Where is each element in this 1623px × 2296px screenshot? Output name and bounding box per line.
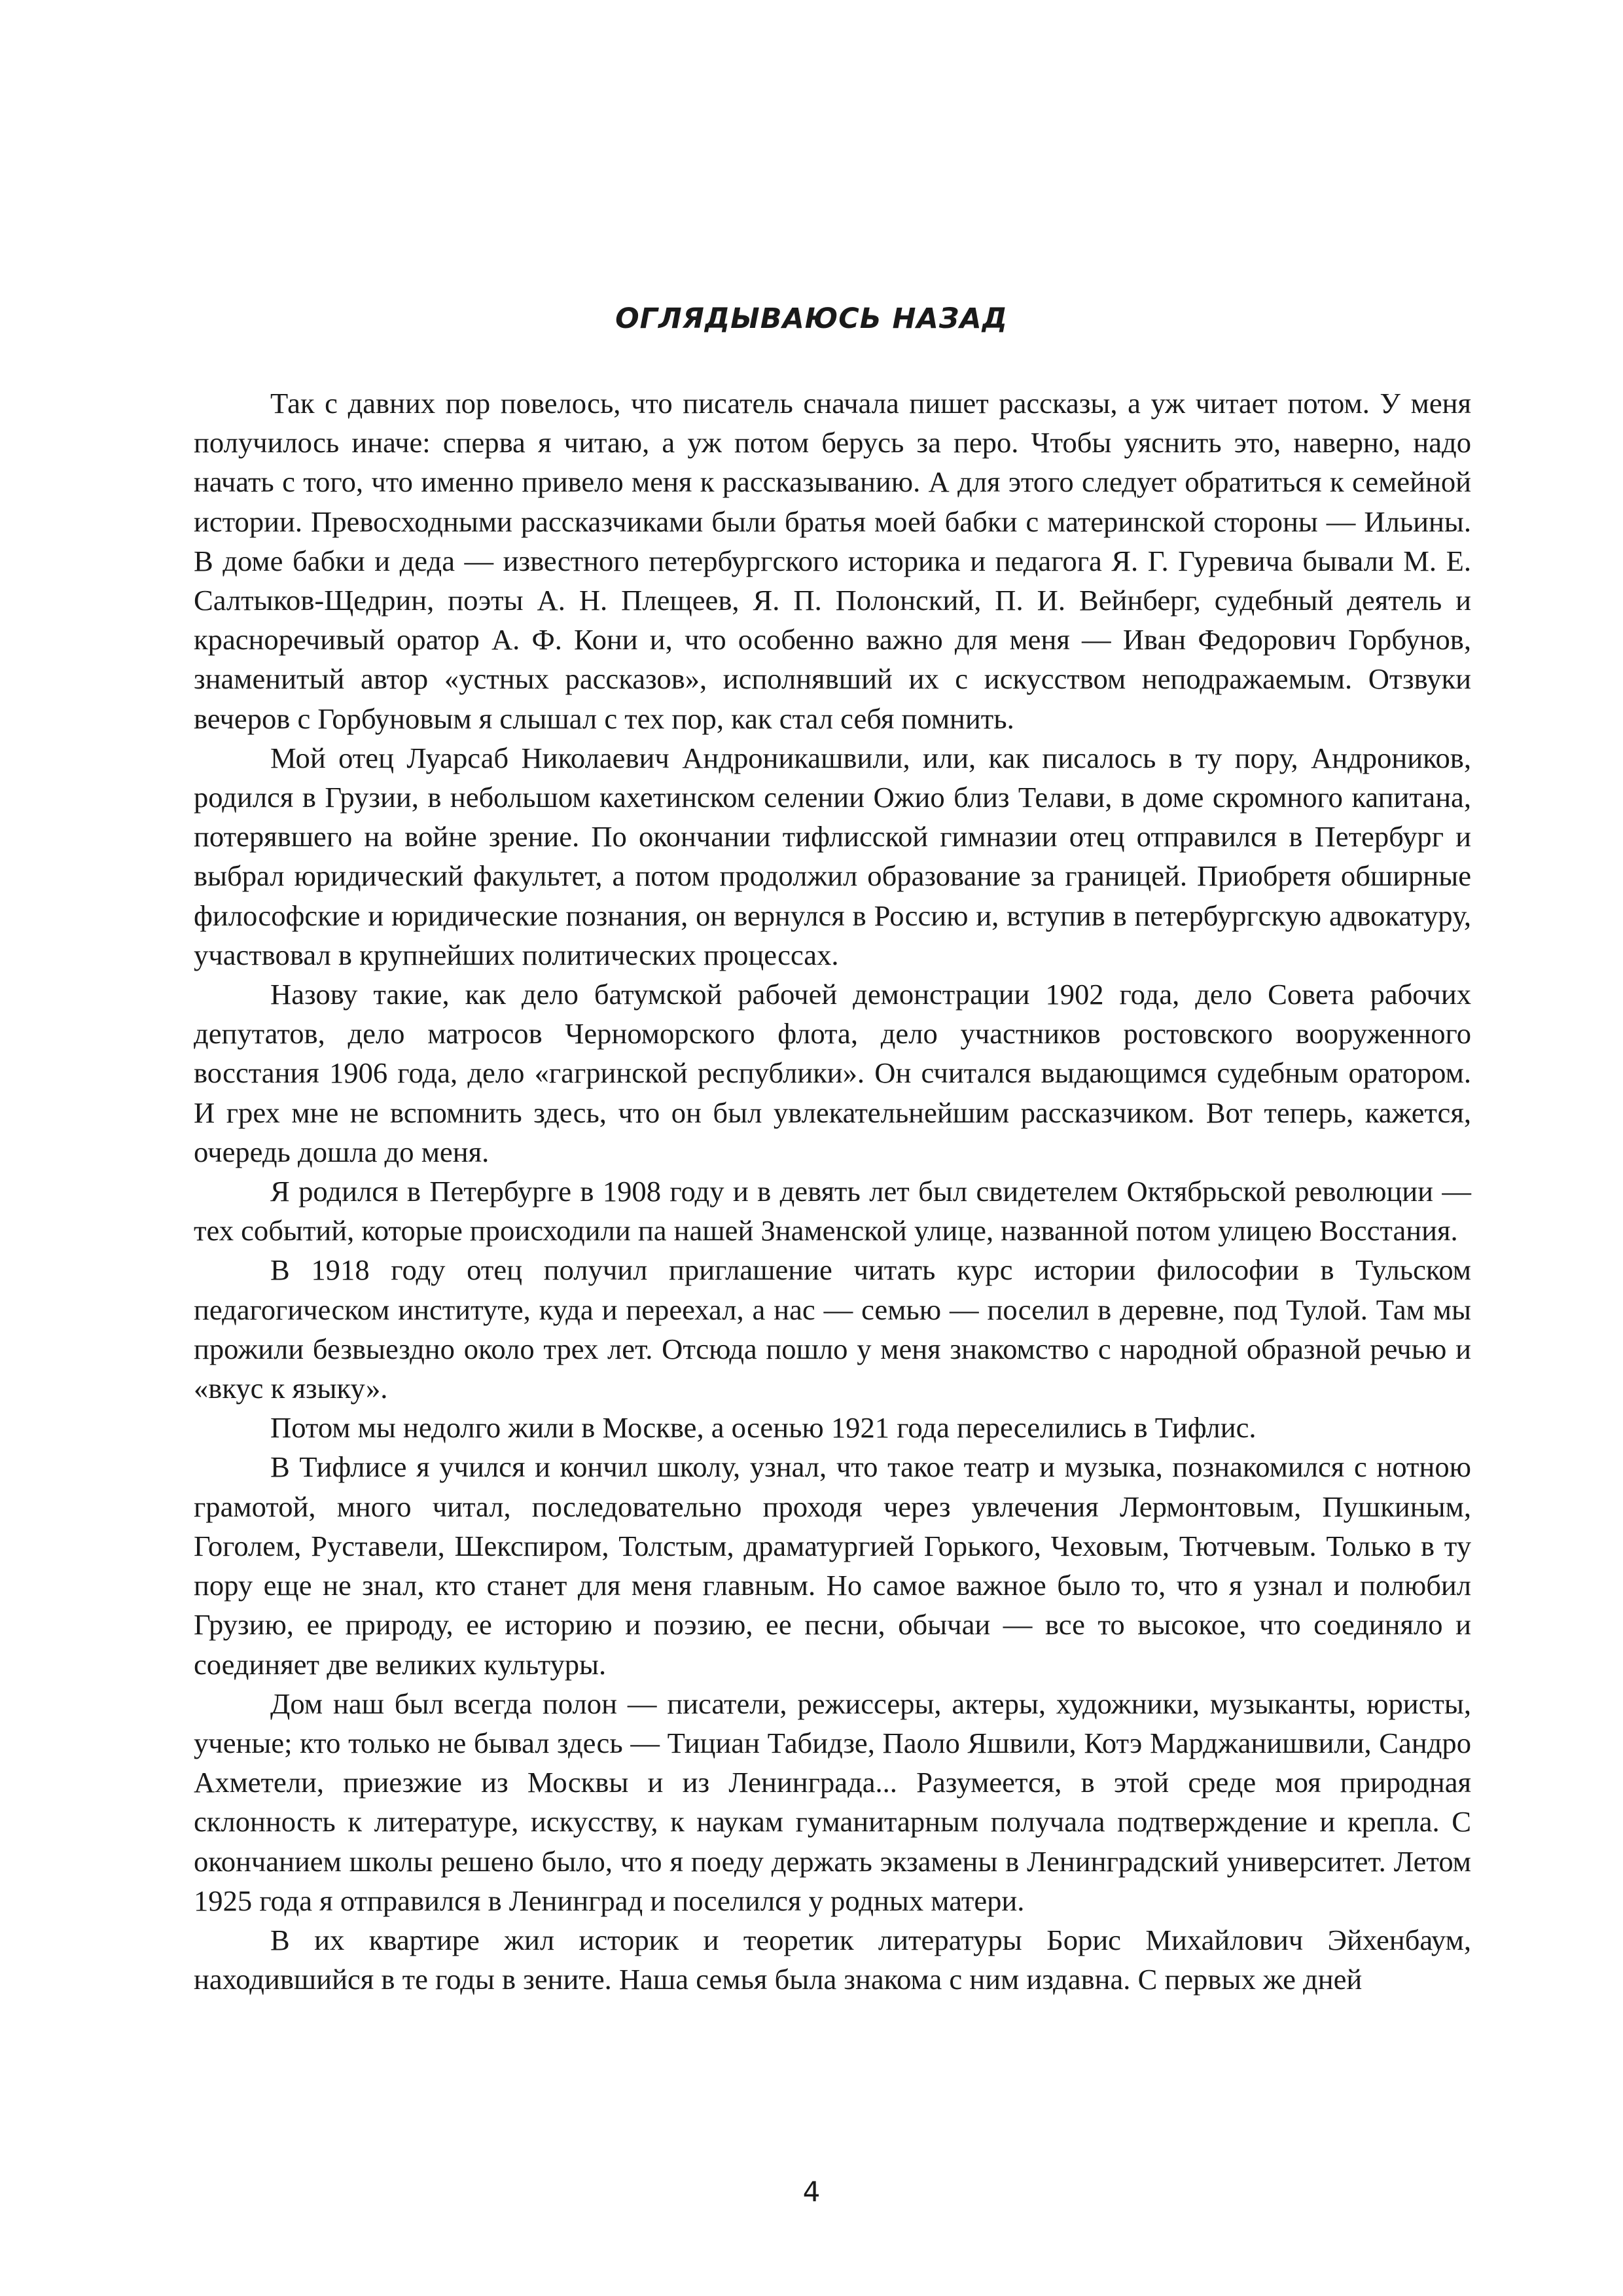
paragraph: Так с давних пор повелось, что писатель сначала пишет рассказы, а уж читает потом. У меня получилось иначе: сперва я читаю, а уж потом берусь за перо. Чтобы уяснить это, наверно, надо начать с того, что именно привело меня к рассказыванию. А для этого следует обратиться к семейной истории. Превосходными рассказчиками были братья моей бабки с материнской стороны — Ильины. В доме бабки и деда — известного петербургского историка и педагога Я. Г. Гуревича бывали М. Е. Салтыков-Щедрин, поэты А. Н. Плещеев, Я. П. Полонский, П. И. Вейнберг, судебный деятель и красноречивый оратор А. Ф. Кони и, что особенно важно для меня — Иван Федорович Горбунов, знаменитый автор «устных рассказов», исполнявший их с искусством неподражаемым. Отзвуки вечеров с Горбуновым я слышал с тех пор, как стал себя помнить. — [194, 387, 1471, 735]
paragraph: В Тифлисе я учился и кончил школу, узнал, что такое театр и музыка, познакомился с нотною грамотой, много читал, последовательно проходя через увлечения Лермонтовым, Пушкиным, Гоголем, Руставели, Шекспиром, Толстым, драматургией Горького, Чеховым, Тютчевым. Только в ту пору еще не знал, кто станет для меня главным. Но самое важное было то, что я узнал и полюбил Грузию, ее природу, ее историю и поэзию, ее песни, обычаи — все то высокое, что соединяло и соединяет две великих культуры. — [194, 1450, 1471, 1681]
paragraph: Потом мы недолго жили в Москве, а осенью 1921 года переселились в Тифлис. — [270, 1411, 1257, 1444]
chapter-title: ОГЛЯДЫВАЮСЬ НАЗАД — [615, 302, 1008, 335]
paragraph: В 1918 году отец получил приглашение читать курс истории философии в Тульском педагогическом институте, куда и переехал, а нас — семью — поселил в деревне, под Тулой. Там мы прожили безвыездно около трех лет. Отсюда пошло у меня знакомство с народной образной речью и «вкус к языку». — [194, 1253, 1471, 1405]
paragraph: Мой отец Луарсаб Николаевич Андроникашвили, или, как писалось в ту пору, Андроников, родился в Грузии, в небольшом кахетинском селении Ожио близ Телави, в доме скромного капитана, потерявшего на войне зрение. По окончании тифлисской гимназии отец отправился в Петербург и выбрал юридический факультет, а потом продолжил образование за границей. Приобретя обширные философские и юридические познания, он вернулся в Россию и, вступив в петербургскую адвокатуру, участвовал в крупнейших политических процессах. — [194, 741, 1471, 971]
body-text — [194, 384, 1471, 1999]
paragraph: Назову такие, как дело батумской рабочей демонстрации 1902 года, дело Совета рабочих депутатов, дело матросов Черноморского флота, дело участников ростовского вооруженного восстания 1906 года, дело «гагринской республики». Он считался выдающимся судебным оратором. И грех мне не вспомнить здесь, что он был увлекательнейшим рассказчиком. Вот теперь, кажется, очередь дошла до меня. — [194, 978, 1471, 1168]
paragraph: Дом наш был всегда полон — писатели, режиссеры, актеры, художники, музыканты, юристы, ученые; кто только не бывал здесь — Тициан Табидзе, Паоло Яшвили, Котэ Марджанишвили, Сандро Ахметели, приезжие из Москвы и из Ленинграда... Разумеется, в этой среде моя природная склонность к литературе, искусству, к наукам гуманитарным получала подтверждение и крепла. С окончанием школы решено было, что я поеду держать экзамены в Ленинградский университет. Летом 1925 года я отправился в Ленинград и поселился у родных матери. — [194, 1687, 1471, 1917]
paragraph: В их квартире жил историк и теоретик литературы Борис Михайлович Эйхенбаум, находившийся в те годы в зените. Наша семья была знакома с ним издавна. С первых же дней — [194, 1923, 1471, 1996]
page-number: 4 — [802, 2176, 821, 2208]
paragraph: Я родился в Петербурге в 1908 году и в девять лет был свидетелем Октябрьской революции — тех событий, которые происходили па нашей Знаменской улице, названной потом улицею Восстания. — [194, 1175, 1471, 1247]
